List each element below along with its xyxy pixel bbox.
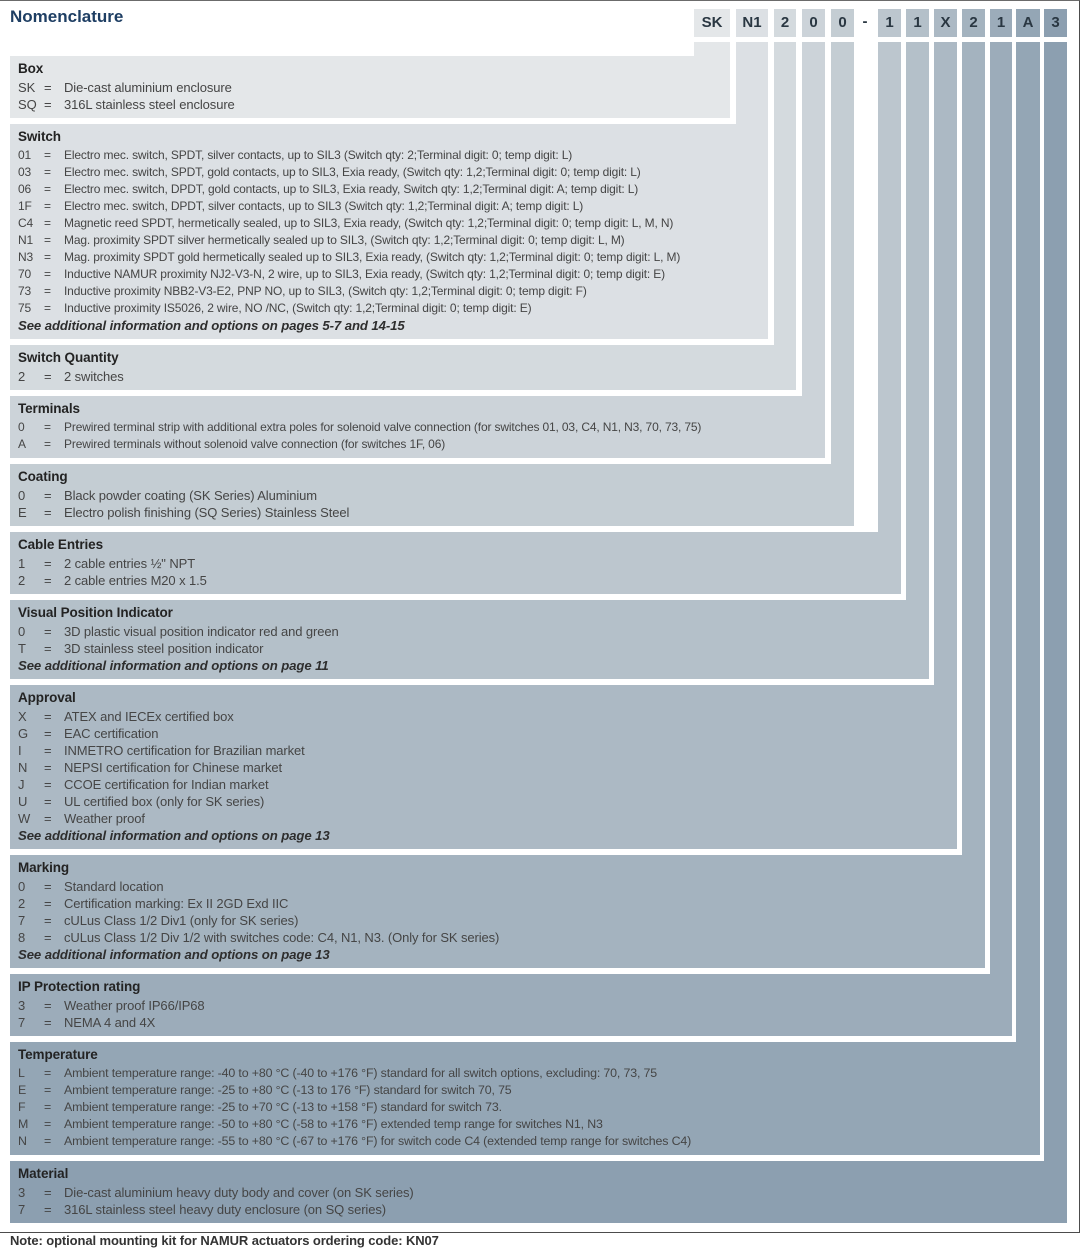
option-description: Ambient temperature range: -40 to +80 °C (-40 to +176 °F) standard for all switch options, excluding: 70, 73, 75 [64,1066,658,1080]
code-box-1: SK [694,9,730,37]
option-code: U [18,794,28,809]
option-description: EAC certification [64,726,159,741]
equals-sign: = [44,165,51,179]
section-title: Switch Quantity [18,350,119,365]
option-description: CCOE certification for Indian market [64,777,269,792]
option-description: Electro mec. switch, SPDT, silver contacts, up to SIL3 (Switch qty: 2;Terminal digit: 0; temp digit: L) [64,148,573,162]
option-code: 1 [18,556,26,571]
equals-sign: = [44,998,52,1013]
connector-column-3 [774,42,796,347]
option-description: Black powder coating (SK Series) Aluminium [64,488,318,503]
option-code: N [18,1134,27,1148]
option-code: 73 [18,284,32,298]
option-description: Ambient temperature range: -55 to +80 °C (-67 to +176 °F) for switch code C4 (extended temp range for switches C4) [64,1134,692,1148]
code-box-10: 1 [990,9,1012,37]
option-code: 2 [18,369,26,384]
section-title: Coating [18,469,68,484]
option-code: 3 [18,1185,26,1200]
option-row [18,79,724,96]
option-row [18,1201,1061,1218]
option-description: Prewired terminal strip with additional extra poles for solenoid valve connection (for switches 01, 03, C4, N1, N3, 70, 73, 75) [64,420,702,434]
section-terminals [10,396,825,458]
section-note: See additional information and options on page 13 [18,828,330,843]
equals-sign: = [44,437,51,451]
option-description: Die-cast aluminium heavy duty body and cover (on SK series) [64,1185,414,1200]
equals-sign: = [44,573,52,588]
equals-sign: = [44,913,52,928]
option-row [18,708,951,725]
option-code: SK [18,80,36,95]
section-title: Material [18,1166,69,1181]
connector-column-5 [831,42,854,466]
section-title: Terminals [18,401,80,416]
option-description: Inductive proximity IS5026, 2 wire, NO /NC, (Switch qty: 1,2;Terminal digit: 0; temp digit: E) [64,301,532,315]
equals-sign: = [44,777,52,792]
option-description: cULus Class 1/2 Div1 (only for SK series) [64,913,299,928]
option-description: Electro mec. switch, DPDT, gold contacts, up to SIL3, Exia ready, Switch qty: 1,2;Terminal digit: A; temp digit: L) [64,182,639,196]
option-description: 2 cable entries ½" NPT [64,556,196,571]
option-row [18,895,979,912]
option-row [18,266,762,283]
code-box-9: 2 [962,9,985,37]
option-code: 7 [18,1202,26,1217]
equals-sign: = [44,1100,52,1114]
option-description: Inductive NAMUR proximity NJ2-V3-N, 2 wire, up to SIL3, Exia ready, (Switch qty: 1,2;Terminal digit: 0; temp digit: E) [64,267,665,281]
option-description: Weather proof IP66/IP68 [64,998,205,1013]
code-box-3: 2 [774,9,796,37]
equals-sign: = [44,794,52,809]
option-row [18,555,895,572]
option-code: A [18,437,26,451]
connector-column-11 [1016,42,1040,1044]
option-row [18,300,762,317]
section-title: Cable Entries [18,537,103,552]
footnote: Note: optional mounting kit for NAMUR actuators ordering code: KN07 [10,1233,439,1248]
equals-sign: = [44,1202,52,1217]
code-box-2: N1 [736,9,768,37]
option-row [18,810,951,827]
option-code: N [18,760,28,775]
equals-sign: = [44,879,52,894]
option-code: 7 [18,913,26,928]
option-code: E [18,505,27,520]
option-row [18,436,819,453]
option-row [18,929,979,946]
option-row [18,504,848,521]
option-code: 0 [18,488,26,503]
equals-sign: = [44,182,51,196]
section-title: Box [18,61,44,76]
option-description: NEMA 4 and 4X [64,1015,156,1030]
equals-sign: = [44,233,51,247]
section-note: See additional information and options on pages 5-7 and 14-15 [18,318,405,333]
option-description: Inductive proximity NBB2-V3-E2, PNP NO, up to SIL3, (Switch qty: 1,2;Terminal digit: 0; temp digit: F) [64,284,587,298]
option-row [18,419,819,436]
option-code: X [18,709,27,724]
option-code: 2 [18,573,26,588]
section-visual-position-indicator [10,600,929,679]
option-row [18,725,951,742]
code-box-11: A [1016,9,1040,37]
equals-sign: = [44,1134,52,1148]
connector-column-12 [1044,42,1067,1163]
equals-sign: = [44,250,51,264]
option-description: 316L stainless steel enclosure [64,97,235,112]
section-title: Marking [18,860,70,875]
connector-column-10 [990,42,1012,976]
option-row [18,1116,1034,1133]
connector-column-8 [934,42,957,687]
option-code: 0 [18,420,25,434]
equals-sign: = [44,148,51,162]
option-description: 3D plastic visual position indicator red and green [64,624,339,639]
equals-sign: = [44,420,51,434]
equals-sign: = [44,896,52,911]
option-code: 01 [18,148,32,162]
option-row [18,776,951,793]
option-description: 316L stainless steel heavy duty enclosure (on SQ series) [64,1202,386,1217]
option-row [18,1133,1034,1150]
section-switch [10,124,768,339]
equals-sign: = [44,811,52,826]
section-approval [10,685,957,849]
option-code: F [18,1100,26,1114]
option-description: 3D stainless steel position indicator [64,641,264,656]
option-code: T [18,641,26,656]
option-row [18,249,762,266]
option-description: UL certified box (only for SK series) [64,794,265,809]
section-note: See additional information and options on page 11 [18,658,329,673]
equals-sign: = [44,726,52,741]
option-description: 2 cable entries M20 x 1.5 [64,573,207,588]
code-box-4: 0 [802,9,825,37]
section-coating [10,464,854,526]
section-title: Approval [18,690,76,705]
option-description: Prewired terminals without solenoid valve connection (for switches 1F, 06) [64,437,446,451]
section-title: IP Protection rating [18,979,141,994]
option-row [18,1014,1006,1031]
equals-sign: = [44,1083,52,1097]
option-code: 03 [18,165,32,179]
option-description: Standard location [64,879,164,894]
option-code: 1F [18,199,32,213]
option-code: C4 [18,216,34,230]
option-description: Electro polish finishing (SQ Series) Stainless Steel [64,505,350,520]
section-note: See additional information and options on page 13 [18,947,330,962]
option-row [18,487,848,504]
section-switch-quantity [10,345,796,390]
option-code: 8 [18,930,26,945]
option-code: I [18,743,22,758]
section-title: Visual Position Indicator [18,605,173,620]
equals-sign: = [44,301,51,315]
option-code: 75 [18,301,32,315]
option-code: W [18,811,31,826]
equals-sign: = [44,199,51,213]
equals-sign: = [44,97,52,112]
option-description: Electro mec. switch, SPDT, gold contacts, up to SIL3, Exia ready, (Switch qty: 1,2;Terminal digit: 0; temp digit: L) [64,165,641,179]
code-box-7: 1 [906,9,929,37]
option-description: Ambient temperature range: -25 to +70 °C (-13 to +158 °F) standard for switch 73. [64,1100,502,1114]
option-code: 0 [18,879,26,894]
option-row [18,283,762,300]
section-title: Temperature [18,1047,98,1062]
option-row [18,912,979,929]
option-code: 7 [18,1015,26,1030]
connector-column-9 [962,42,985,857]
equals-sign: = [44,80,52,95]
equals-sign: = [44,624,52,639]
option-row [18,215,762,232]
option-code: N3 [18,250,34,264]
option-description: ATEX and IECEx certified box [64,709,234,724]
section-marking [10,855,985,968]
equals-sign: = [44,267,51,281]
equals-sign: = [44,1117,52,1131]
option-code: J [18,777,25,792]
option-row [18,759,951,776]
option-description: INMETRO certification for Brazilian market [64,743,305,758]
option-description: Mag. proximity SPDT silver hermetically sealed up to SIL3, (Switch qty: 1,2;Terminal digit: 0; temp digit: L, M) [64,233,625,247]
option-description: 2 switches [64,369,124,384]
option-code: 0 [18,624,26,639]
code-box-6: 1 [878,9,901,37]
option-description: Weather proof [64,811,145,826]
code-box-12: 3 [1044,9,1067,37]
equals-sign: = [44,1185,52,1200]
option-row [18,1184,1061,1201]
equals-sign: = [44,284,51,298]
option-row [18,878,979,895]
section-material [10,1161,1067,1223]
equals-sign: = [44,1066,52,1080]
option-row [18,96,724,113]
option-row [18,368,790,385]
equals-sign: = [44,216,51,230]
option-row [18,742,951,759]
connector-column-1 [694,42,730,58]
section-cable-entries [10,532,901,594]
code-separator: - [862,13,868,30]
section-box [10,56,730,118]
option-description: NEPSI certification for Chinese market [64,760,283,775]
page-title: Nomenclature [10,7,124,26]
connector-column-7 [906,42,929,602]
option-row [18,164,762,181]
option-row [18,623,923,640]
equals-sign: = [44,930,52,945]
section-temperature [10,1042,1040,1155]
option-code: G [18,726,29,741]
option-row [18,181,762,198]
option-code: 70 [18,267,32,281]
option-code: SQ [18,97,37,112]
equals-sign: = [44,760,52,775]
connector-column-6 [878,42,901,534]
option-row [18,198,762,215]
equals-sign: = [44,488,52,503]
option-code: 06 [18,182,32,196]
equals-sign: = [44,505,52,520]
option-code: E [18,1083,27,1097]
option-row [18,1099,1034,1116]
option-row [18,1065,1034,1082]
equals-sign: = [44,641,52,656]
option-row [18,572,895,589]
equals-sign: = [44,1015,52,1030]
code-box-8: X [934,9,957,37]
option-row [18,147,762,164]
option-row [18,1082,1034,1099]
option-code: M [18,1117,29,1131]
option-description: Mag. proximity SPDT gold hermetically sealed up to SIL3, Exia ready, (Switch qty: 1,2;Terminal digit: 0; temp digit: L, M) [64,250,681,264]
option-row [18,793,951,810]
option-row [18,640,923,657]
connector-column-4 [802,42,825,398]
option-description: cULus Class 1/2 Div 1/2 with switches code: C4, N1, N3. (Only for SK series) [64,930,500,945]
code-box-5: 0 [831,9,854,37]
equals-sign: = [44,743,52,758]
option-row [18,232,762,249]
section-ip-protection-rating [10,974,1012,1036]
option-row [18,997,1006,1014]
option-description: Die-cast aluminium enclosure [64,80,232,95]
option-description: Ambient temperature range: -25 to +80 °C (-13 to 176 °F) standard for switch 70, 75 [64,1083,512,1097]
option-code: L [18,1066,25,1080]
option-code: 3 [18,998,26,1013]
option-description: Magnetic reed SPDT, hermetically sealed, up to SIL3, Exia ready, (Switch qty: 1,2;Terminal digit: 0; temp digit: L, M, N) [64,216,674,230]
equals-sign: = [44,709,52,724]
option-description: Electro mec. switch, DPDT, silver contacts, up to SIL3 (Switch qty: 1,2;Terminal digit: A; temp digit: L) [64,199,584,213]
option-description: Certification marking: Ex II 2GD Exd IIC [64,896,289,911]
option-code: 2 [18,896,26,911]
option-description: Ambient temperature range: -50 to +80 °C (-58 to +176 °F) extended temp range for switches N1, N3 [64,1117,603,1131]
connector-column-2 [736,42,768,126]
equals-sign: = [44,369,52,384]
option-code: N1 [18,233,34,247]
section-title: Switch [18,129,61,144]
equals-sign: = [44,556,52,571]
